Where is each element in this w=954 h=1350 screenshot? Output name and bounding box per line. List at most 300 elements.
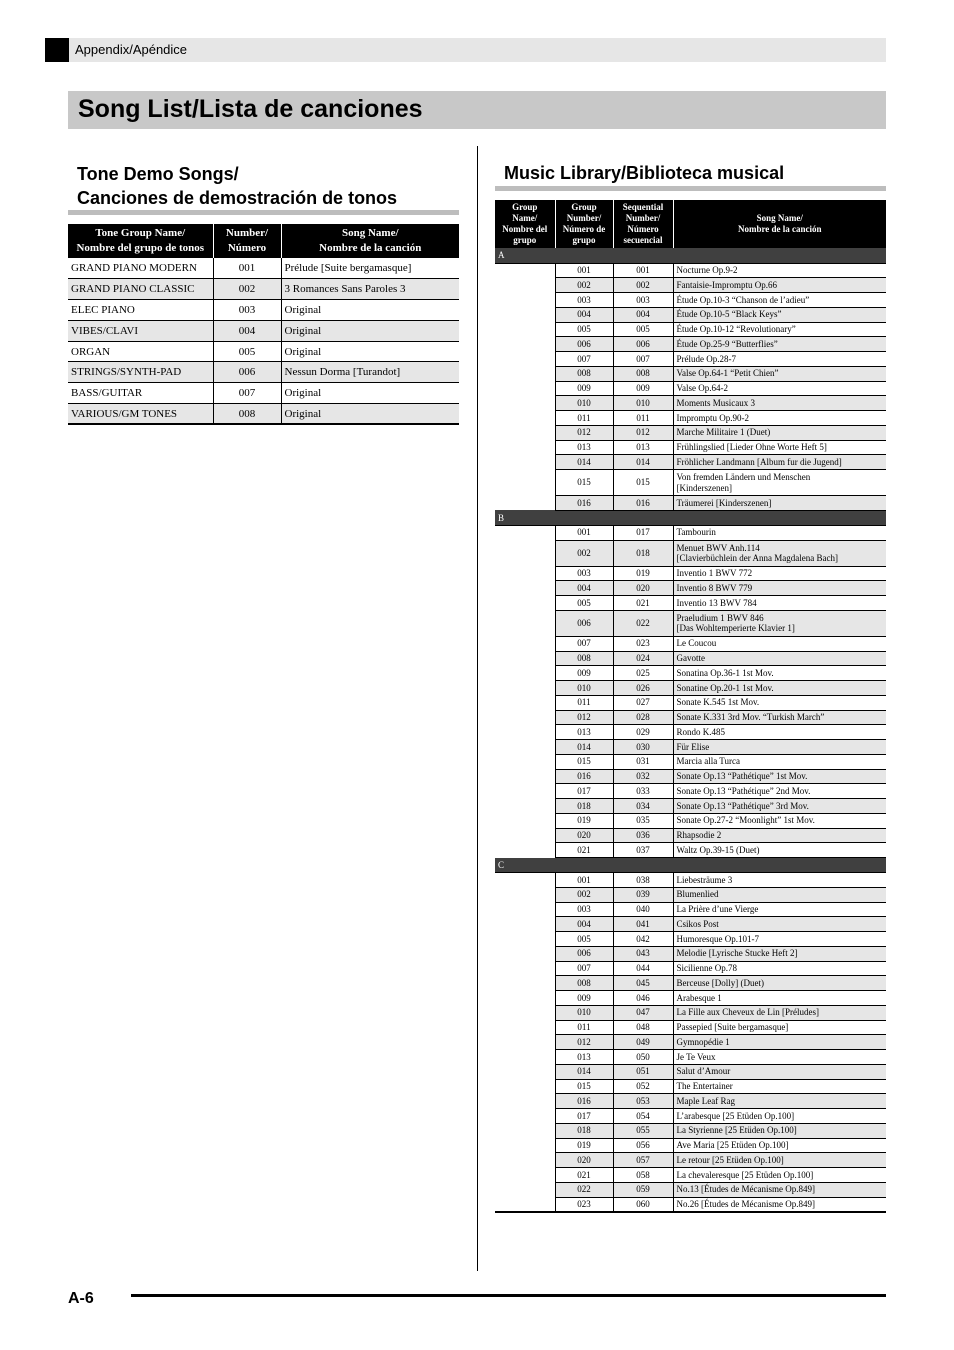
group-number-cell: 010: [555, 396, 613, 411]
song-name-line: Ave Maria [25 Etüden Op.100]: [676, 1140, 789, 1151]
song-name-cell: [673, 366, 886, 381]
group-number-cell: 017: [555, 784, 613, 799]
group-number-cell: 008: [555, 976, 613, 991]
group-label: C: [495, 858, 886, 873]
sequential-number-cell: 014: [613, 455, 673, 470]
song-name-line: La Fille aux Cheveux de Lin [Préludes]: [676, 1007, 819, 1018]
sequential-number-cell: 044: [613, 961, 673, 976]
song-name-line: Von fremden Ländern und Menschen: [676, 472, 811, 482]
sequential-number-cell: 048: [613, 1020, 673, 1035]
group-number-cell: 018: [555, 799, 613, 814]
sequential-number-cell: 058: [613, 1168, 673, 1183]
song-name-cell: [673, 1109, 886, 1124]
song-name-line: Fröhlicher Landmann [Album fur die Jugend]: [676, 456, 842, 467]
sequential-number-cell: 041: [613, 917, 673, 932]
song-name-line: Sonatine Op.20-1 1st Mov.: [676, 682, 774, 693]
table-row: [495, 263, 886, 278]
song-name-line: [Das Wohltemperierte Klavier 1]: [676, 623, 795, 634]
song-name-cell: [673, 440, 886, 455]
song-name-line: Étude Op.10-5 “Black Keys”: [676, 309, 782, 320]
sequential-number-cell: 050: [613, 1050, 673, 1065]
column-divider: [477, 146, 478, 1271]
sequential-number-cell: 024: [613, 651, 673, 666]
group-number-cell: 013: [555, 1050, 613, 1065]
sequential-number-cell: 032: [613, 769, 673, 784]
song-name-cell: [673, 887, 886, 902]
demo-header-group: Tone Group Name/ Nombre del grupo de tonos: [68, 224, 213, 258]
song-name-line: Tambourin: [676, 527, 716, 538]
group-number-cell: 011: [555, 695, 613, 710]
song-name-cell: [673, 695, 886, 710]
group-number-cell: 010: [555, 681, 613, 696]
number-cell: 001: [213, 258, 281, 279]
group-number-cell: 012: [555, 710, 613, 725]
song-name-line: Menuet BWV Anh.114: [676, 542, 760, 553]
song-name-cell: [673, 828, 886, 843]
song-name-cell: [673, 902, 886, 917]
song-name-line: Valse Op.64-1 “Petit Chien”: [676, 368, 779, 379]
number-cell: 004: [213, 320, 281, 341]
group-label: B: [495, 510, 886, 525]
sequential-number-cell: 023: [613, 636, 673, 651]
sequential-number-cell: 002: [613, 278, 673, 293]
song-name-cell: [673, 1138, 886, 1153]
song-name-line: Passepied [Suite bergamasque]: [676, 1022, 789, 1033]
table-row: [68, 362, 459, 383]
sequential-number-cell: 005: [613, 322, 673, 337]
group-number-cell: 020: [555, 828, 613, 843]
song-name-cell: [673, 337, 886, 352]
song-name-cell: [673, 1123, 886, 1138]
song-name-line: Waltz Op.39-15 (Duet): [676, 844, 760, 855]
table-row: [495, 873, 886, 888]
song-name-line: Humoresque Op.101-7: [676, 933, 759, 944]
group-number-cell: 009: [555, 381, 613, 396]
song-name-line: No.13 [Études de Mécanisme Op.849]: [676, 1184, 815, 1195]
header-marker: [45, 38, 69, 62]
song-name-line: Sonate Op.27-2 “Moonlight” 1st Mov.: [676, 815, 815, 826]
song-name-cell: Original: [281, 404, 459, 425]
song-name-line: Le Coucou: [676, 638, 717, 649]
group-number-cell: 007: [555, 961, 613, 976]
table-row: [68, 300, 459, 321]
song-name-cell: [673, 566, 886, 581]
song-name-line: La Prière d’une Vierge: [676, 904, 759, 915]
song-name-line: La Styrienne [25 Etüden Op.100]: [676, 1125, 797, 1136]
song-name-line: La chevaleresque [25 Etüden Op.100]: [676, 1169, 814, 1180]
song-name-line: Inventio 13 BWV 784: [676, 597, 757, 608]
sequential-number-cell: 040: [613, 902, 673, 917]
song-name-cell: [673, 293, 886, 308]
sequential-number-cell: 035: [613, 813, 673, 828]
group-number-cell: 003: [555, 902, 613, 917]
song-name-cell: [673, 681, 886, 696]
group-number-cell: 001: [555, 873, 613, 888]
song-name-cell: [673, 710, 886, 725]
group-number-cell: 019: [555, 1138, 613, 1153]
group-name-cell: [495, 873, 555, 1212]
sequential-number-cell: 060: [613, 1197, 673, 1212]
song-name-line: Prélude Op.28-7: [676, 353, 736, 364]
song-name-line: Blumenlied: [676, 889, 719, 900]
table-row: [495, 525, 886, 540]
sequential-number-cell: 031: [613, 754, 673, 769]
song-name-line: Sonate Op.13 “Pathétique” 1st Mov.: [676, 771, 808, 782]
song-name-cell: [673, 352, 886, 367]
library-section-title: Music Library/Biblioteca musical: [504, 163, 785, 183]
footer-rule: [131, 1294, 886, 1297]
song-name-line: Träumerei [Kinderszenen]: [676, 497, 772, 508]
song-name-cell: [673, 1035, 886, 1050]
group-header-row: [495, 858, 886, 873]
song-name-line: Rhapsodie 2: [676, 830, 722, 841]
song-name-cell: [673, 961, 886, 976]
header-section-label: Appendix/Apéndice: [75, 42, 188, 57]
song-name-cell: [673, 455, 886, 470]
song-name-line: Rondo K.485: [676, 726, 726, 737]
sequential-number-cell: 045: [613, 976, 673, 991]
group-number-cell: 004: [555, 581, 613, 596]
song-name-line: Arabesque 1: [676, 992, 722, 1003]
song-name-line: Frühlingslied [Lieder Ohne Worte Heft 5]: [676, 442, 827, 453]
sequential-number-cell: 053: [613, 1094, 673, 1109]
sequential-number-cell: 019: [613, 566, 673, 581]
song-name-cell: [673, 1050, 886, 1065]
song-name-line: Fantaisie-Impromptu Op.66: [676, 279, 777, 290]
song-name-line: Inventio 1 BWV 772: [676, 568, 753, 579]
group-number-cell: 009: [555, 666, 613, 681]
sequential-number-cell: 029: [613, 725, 673, 740]
song-name-line: Marche Militaire 1 (Duet): [676, 427, 771, 438]
demo-title-line1: Tone Demo Songs/: [77, 164, 239, 184]
number-cell: 006: [213, 362, 281, 383]
tone-group-cell: STRINGS/SYNTH-PAD: [68, 362, 213, 383]
song-name-line: Praeludium 1 BWV 846: [676, 612, 764, 623]
group-number-cell: 002: [555, 887, 613, 902]
song-name-line: Marcia alla Turca: [676, 756, 740, 767]
song-name-cell: [673, 322, 886, 337]
sequential-number-cell: 055: [613, 1123, 673, 1138]
sequential-number-cell: 033: [613, 784, 673, 799]
sequential-number-cell: 004: [613, 307, 673, 322]
song-name-cell: [673, 470, 886, 496]
sequential-number-cell: 039: [613, 887, 673, 902]
group-number-cell: 021: [555, 843, 613, 858]
song-name-line: Je Te Veux: [676, 1051, 716, 1062]
group-number-cell: 005: [555, 932, 613, 947]
group-number-cell: 002: [555, 278, 613, 293]
number-cell: 007: [213, 383, 281, 404]
group-number-cell: 018: [555, 1123, 613, 1138]
number-cell: 003: [213, 300, 281, 321]
sequential-number-cell: 015: [613, 470, 673, 496]
demo-title-line2: Canciones de demostración de tonos: [77, 188, 398, 208]
song-name-cell: [673, 740, 886, 755]
song-name-cell: [673, 1005, 886, 1020]
song-name-line: Inventio 8 BWV 779: [676, 582, 753, 593]
song-name-cell: [673, 411, 886, 426]
group-number-cell: 010: [555, 1005, 613, 1020]
group-number-cell: 007: [555, 352, 613, 367]
library-header-group-number: Group Number/ Número de grupo: [555, 200, 613, 248]
group-number-cell: 014: [555, 740, 613, 755]
group-number-cell: 005: [555, 322, 613, 337]
group-number-cell: 022: [555, 1182, 613, 1197]
song-name-line: Sicilienne Op.78: [676, 963, 737, 974]
song-name-cell: Original: [281, 300, 459, 321]
sequential-number-cell: 011: [613, 411, 673, 426]
sequential-number-cell: 034: [613, 799, 673, 814]
song-name-line: Moments Musicaux 3: [676, 397, 755, 408]
group-number-cell: 017: [555, 1109, 613, 1124]
song-name-cell: [673, 666, 886, 681]
group-number-cell: 012: [555, 425, 613, 440]
sequential-number-cell: 018: [613, 540, 673, 566]
sequential-number-cell: 037: [613, 843, 673, 858]
song-name-line: Maple Leaf Rag: [676, 1095, 735, 1106]
song-name-cell: [673, 784, 886, 799]
song-name-cell: [673, 381, 886, 396]
song-name-line: Sonatina Op.36-1 1st Mov.: [676, 667, 774, 678]
song-name-cell: [673, 754, 886, 769]
library-header-song-name: Song Name/ Nombre de la canción: [673, 200, 886, 248]
group-number-cell: 011: [555, 411, 613, 426]
table-row: [68, 279, 459, 300]
group-number-cell: 015: [555, 470, 613, 496]
tone-group-cell: ELEC PIANO: [68, 300, 213, 321]
song-name-line: Sonate K.331 3rd Mov. “Turkish March”: [676, 712, 825, 723]
sequential-number-cell: 059: [613, 1182, 673, 1197]
sequential-number-cell: 013: [613, 440, 673, 455]
tone-group-cell: GRAND PIANO CLASSIC: [68, 279, 213, 300]
sequential-number-cell: 027: [613, 695, 673, 710]
number-cell: 008: [213, 404, 281, 425]
sequential-number-cell: 025: [613, 666, 673, 681]
group-number-cell: 003: [555, 293, 613, 308]
number-cell: 002: [213, 279, 281, 300]
sequential-number-cell: 007: [613, 352, 673, 367]
song-name-line: Gymnopédie 1: [676, 1036, 730, 1047]
demo-header-song: Song Name/ Nombre de la canción: [281, 224, 459, 258]
group-number-cell: 013: [555, 725, 613, 740]
sequential-number-cell: 010: [613, 396, 673, 411]
song-name-line: Sonate K.545 1st Mov.: [676, 697, 760, 708]
song-name-cell: Original: [281, 320, 459, 341]
song-name-line: Étude Op.10-12 “Revolutionary”: [676, 324, 796, 335]
sequential-number-cell: 017: [613, 525, 673, 540]
group-number-cell: 003: [555, 566, 613, 581]
song-name-line: Salut d’Amour: [676, 1066, 731, 1077]
song-name-cell: [673, 991, 886, 1006]
song-name-cell: 3 Romances Sans Paroles 3: [281, 279, 459, 300]
sequential-number-cell: 052: [613, 1079, 673, 1094]
song-name-cell: [673, 932, 886, 947]
group-number-cell: 014: [555, 455, 613, 470]
table-row: [68, 258, 459, 279]
library-section-rule: [495, 186, 886, 191]
song-name-line: Für Elise: [676, 741, 710, 752]
sequential-number-cell: 038: [613, 873, 673, 888]
song-name-cell: [673, 596, 886, 611]
group-header-row: [495, 510, 886, 525]
sequential-number-cell: 030: [613, 740, 673, 755]
song-name-cell: [673, 976, 886, 991]
song-name-cell: [673, 946, 886, 961]
song-name-cell: [673, 1094, 886, 1109]
tone-group-cell: ORGAN: [68, 341, 213, 362]
group-number-cell: 014: [555, 1064, 613, 1079]
demo-header-row: [68, 224, 459, 258]
library-header-group-name: Group Name/ Nombre del grupo: [495, 200, 555, 248]
sequential-number-cell: 009: [613, 381, 673, 396]
sequential-number-cell: 008: [613, 366, 673, 381]
table-row: [68, 404, 459, 425]
group-number-cell: 006: [555, 946, 613, 961]
song-name-line: [Clavierbüchlein der Anna Magdalena Bach]: [676, 553, 838, 563]
song-name-line: Gavotte: [676, 653, 705, 664]
group-number-cell: 008: [555, 366, 613, 381]
group-number-cell: 016: [555, 1094, 613, 1109]
song-name-line: Nocturne Op.9-2: [676, 265, 738, 276]
library-header-row: [495, 200, 886, 248]
sequential-number-cell: 043: [613, 946, 673, 961]
song-name-cell: [673, 725, 886, 740]
song-name-line: L’arabesque [25 Etüden Op.100]: [676, 1110, 795, 1121]
sequential-number-cell: 046: [613, 991, 673, 1006]
group-number-cell: 016: [555, 769, 613, 784]
group-number-cell: 023: [555, 1197, 613, 1212]
song-name-cell: [673, 843, 886, 858]
sequential-number-cell: 057: [613, 1153, 673, 1168]
table-row: [68, 320, 459, 341]
tone-group-cell: VIBES/CLAVI: [68, 320, 213, 341]
song-name-cell: [673, 1197, 886, 1212]
song-name-line: Melodie [Lyrische Stucke Heft 2]: [676, 948, 798, 959]
group-label: A: [495, 248, 886, 263]
number-cell: 005: [213, 341, 281, 362]
group-number-cell: 001: [555, 263, 613, 278]
song-name-line: Sonate Op.13 “Pathétique” 2nd Mov.: [676, 785, 811, 796]
song-name-cell: [673, 1079, 886, 1094]
song-name-line: Berceuse [Dolly] (Duet): [676, 977, 764, 988]
sequential-number-cell: 006: [613, 337, 673, 352]
song-name-cell: [673, 278, 886, 293]
group-number-cell: 016: [555, 496, 613, 511]
sequential-number-cell: 022: [613, 610, 673, 636]
demo-section-rule: [68, 210, 459, 215]
song-name-cell: [673, 396, 886, 411]
demo-section-title: [77, 162, 397, 210]
sequential-number-cell: 056: [613, 1138, 673, 1153]
sequential-number-cell: 001: [613, 263, 673, 278]
song-name-cell: [673, 307, 886, 322]
tone-group-cell: GRAND PIANO MODERN: [68, 258, 213, 279]
demo-header-number: Number/ Número: [213, 224, 281, 258]
sequential-number-cell: 021: [613, 596, 673, 611]
sequential-number-cell: 042: [613, 932, 673, 947]
song-name-cell: Original: [281, 341, 459, 362]
song-name-cell: [673, 610, 886, 636]
song-name-line: Impromptu Op.90-2: [676, 412, 749, 423]
song-name-line: Étude Op.10-3 “Chanson de l’adieu”: [676, 294, 810, 305]
group-number-cell: 013: [555, 440, 613, 455]
song-name-cell: [673, 263, 886, 278]
group-number-cell: 004: [555, 917, 613, 932]
sequential-number-cell: 012: [613, 425, 673, 440]
song-name-cell: [673, 540, 886, 566]
group-number-cell: 015: [555, 1079, 613, 1094]
sequential-number-cell: 020: [613, 581, 673, 596]
sequential-number-cell: 016: [613, 496, 673, 511]
song-name-cell: Nessun Dorma [Turandot]: [281, 362, 459, 383]
group-header-row: [495, 248, 886, 263]
song-name-line: Liebesträume 3: [676, 874, 733, 885]
song-name-cell: [673, 873, 886, 888]
group-number-cell: 009: [555, 991, 613, 1006]
group-number-cell: 015: [555, 754, 613, 769]
song-name-line: The Entertainer: [676, 1081, 733, 1092]
song-name-line: [Kinderszenen]: [676, 482, 732, 493]
group-number-cell: 002: [555, 540, 613, 566]
song-name-cell: [673, 1168, 886, 1183]
sequential-number-cell: 054: [613, 1109, 673, 1124]
demo-songs-table: [68, 224, 459, 425]
group-name-cell: [495, 263, 555, 510]
song-name-cell: [673, 425, 886, 440]
page-number: A-6: [68, 1290, 94, 1307]
music-library-table: [495, 200, 886, 1213]
song-name-cell: [673, 581, 886, 596]
group-number-cell: 005: [555, 596, 613, 611]
song-name-cell: Original: [281, 383, 459, 404]
group-number-cell: 021: [555, 1168, 613, 1183]
sequential-number-cell: 049: [613, 1035, 673, 1050]
group-number-cell: 001: [555, 525, 613, 540]
song-name-line: Sonate Op.13 “Pathétique” 3rd Mov.: [676, 800, 809, 811]
song-name-line: Étude Op.25-9 “Butterflies”: [676, 338, 778, 349]
song-name-line: No.26 [Études de Mécanisme Op.849]: [676, 1198, 815, 1209]
song-name-cell: [673, 525, 886, 540]
sequential-number-cell: 036: [613, 828, 673, 843]
song-name-cell: [673, 917, 886, 932]
song-name-cell: [673, 769, 886, 784]
group-number-cell: 012: [555, 1035, 613, 1050]
song-name-cell: [673, 1182, 886, 1197]
group-name-cell: [495, 525, 555, 857]
tone-group-cell: VARIOUS/GM TONES: [68, 404, 213, 425]
song-name-cell: Prélude [Suite bergamasque]: [281, 258, 459, 279]
sequential-number-cell: 028: [613, 710, 673, 725]
song-name-line: Csikos Post: [676, 918, 719, 929]
library-header-sequential-number: Sequential Number/ Número secuencial: [613, 200, 673, 248]
song-name-cell: [673, 799, 886, 814]
group-number-cell: 004: [555, 307, 613, 322]
song-name-cell: [673, 1064, 886, 1079]
song-name-cell: [673, 1020, 886, 1035]
sequential-number-cell: 047: [613, 1005, 673, 1020]
group-number-cell: 011: [555, 1020, 613, 1035]
song-name-cell: [673, 651, 886, 666]
page-title: Song List/Lista de canciones: [78, 95, 423, 123]
table-row: [68, 341, 459, 362]
sequential-number-cell: 003: [613, 293, 673, 308]
group-number-cell: 019: [555, 813, 613, 828]
group-number-cell: 008: [555, 651, 613, 666]
song-name-cell: [673, 1153, 886, 1168]
song-name-line: Valse Op.64-2: [676, 383, 728, 394]
group-number-cell: 006: [555, 610, 613, 636]
sequential-number-cell: 051: [613, 1064, 673, 1079]
